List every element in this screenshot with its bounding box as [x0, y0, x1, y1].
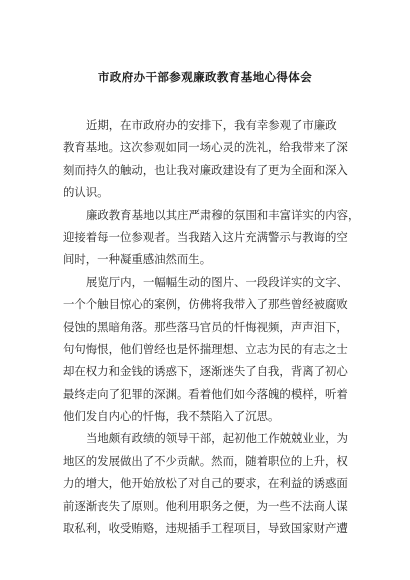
- text-line: 最终走向了犯罪的深渊。看着他们如今落魄的模样，听着: [63, 386, 348, 401]
- text-line: 廉政教育基地以其庄严肃穆的氛围和丰富详实的内容，: [86, 207, 360, 222]
- text-line: 力的增大，他开始放松了对自己的要求，在利益的诱惑面: [63, 476, 348, 491]
- text-line: 取私利，收受贿赂，违规插手工程项目，导致国家财产遭: [63, 521, 348, 536]
- document-body: [63, 114, 363, 539]
- text-line: 侵蚀的黑暗角落。那些落马官员的忏悔视频，声声泪下，: [63, 319, 348, 334]
- text-line: 当地颇有政绩的领导干部，起初他工作兢兢业业，为: [86, 431, 348, 446]
- text-line: 间时，一种凝重感油然而生。: [63, 252, 212, 267]
- text-line: 的认识。: [63, 185, 109, 200]
- text-line: 前逐渐丧失了原则。他利用职务之便，为一些不法商人谋: [63, 498, 348, 513]
- text-line: 却在权力和金钱的诱惑下，逐渐迷失了自我，背离了初心: [63, 364, 348, 379]
- paragraph: [63, 271, 363, 428]
- text-line: 近期，在市政府办的安排下，我有幸参观了市廉政: [86, 118, 337, 132]
- text-line: 地区的发展做出了不少贡献。然而，随着职位的上升，权: [63, 453, 348, 468]
- text-line: 刻而持久的触动，也让我对廉政建设有了更为全面和深入: [63, 162, 348, 177]
- text-line: 句句悔恨，他们曾经也是怀揣理想、立志为民的有志之士: [63, 341, 348, 356]
- text-line: 他们发自内心的忏悔，我不禁陷入了沉思。: [63, 409, 280, 424]
- paragraph: [63, 114, 363, 204]
- paragraph: [63, 204, 363, 271]
- paragraph: [63, 427, 363, 539]
- text-line: 教育基地。这次参观如同一场心灵的洗礼，给我带来了深: [63, 140, 348, 155]
- text-line: 迎接着每一位参观者。当我踏入这片充满警示与教诲的空: [63, 229, 348, 244]
- document-title: 市政府办干部参观廉政教育基地心得体会: [97, 70, 313, 84]
- text-line: 一个个触目惊心的案例，仿佛将我带入了那些曾经被腐败: [63, 297, 348, 312]
- text-line: 展览厅内，一幅幅生动的图片、一段段详实的文字、: [86, 274, 348, 289]
